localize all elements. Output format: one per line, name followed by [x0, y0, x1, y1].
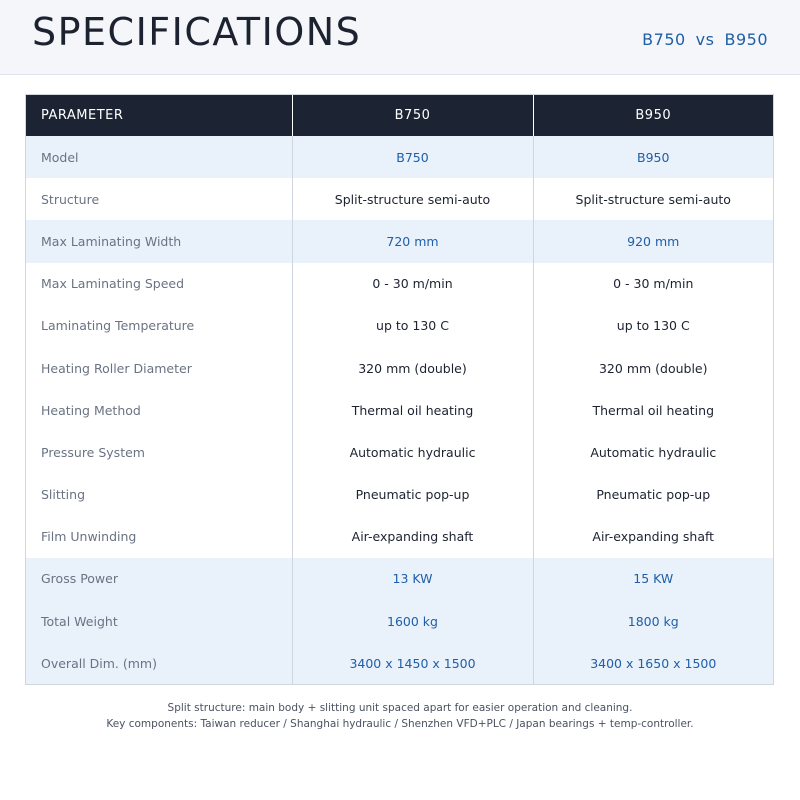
table-body — [26, 136, 773, 684]
table-row — [26, 305, 773, 347]
parameter-cell: Film Unwinding — [41, 529, 137, 545]
parameter-cell: Max Laminating Speed — [41, 276, 185, 292]
b950-value-cell: Thermal oil heating — [533, 389, 773, 431]
table-row — [26, 136, 773, 178]
footnote-components: Key components: Taiwan reducer / Shanghai hydraulic / Shenzhen VFD+PLC / Japan bearings + temp-controller. — [106, 718, 694, 730]
parameter-cell: Laminating Temperature — [41, 318, 195, 334]
b950-value-cell: 15 KW — [533, 558, 773, 600]
b950-value-cell: 1800 kg — [533, 600, 773, 642]
parameter-cell: Heating Roller Diameter — [41, 360, 192, 376]
table-row — [26, 474, 773, 516]
b750-value-cell: up to 130 C — [292, 305, 533, 347]
specifications-table — [25, 94, 774, 685]
b750-value-cell: 1600 kg — [292, 600, 533, 642]
b750-value-cell: 0 - 30 m/min — [292, 263, 533, 305]
b950-value-cell: Automatic hydraulic — [533, 431, 773, 473]
parameter-cell: Slitting — [41, 487, 86, 503]
table-row — [26, 178, 773, 220]
parameter-cell: Total Weight — [26, 600, 292, 642]
footnote-structure: Split structure: main body + slitting unit spaced apart for easier operation and cleaning. — [167, 702, 633, 714]
table-row — [26, 558, 773, 600]
column-header-b750: B750 — [292, 95, 533, 136]
table-row — [26, 516, 773, 558]
b750-value-cell: Split-structure semi-auto — [292, 178, 533, 220]
table-row — [26, 642, 773, 684]
b950-value-cell: Pneumatic pop-up — [533, 474, 773, 516]
b750-value-cell: 720 mm — [292, 220, 533, 262]
b750-value-cell: Thermal oil heating — [292, 389, 533, 431]
footnotes — [0, 700, 800, 732]
model-comparison-label — [642, 30, 768, 49]
model-b-label: B950 — [724, 30, 768, 49]
b950-value-cell: B950 — [533, 136, 773, 178]
parameter-cell: Pressure System — [41, 444, 145, 460]
parameter-cell: Max Laminating Width — [26, 220, 292, 262]
b750-value-cell: B750 — [292, 136, 533, 178]
table-row — [26, 347, 773, 389]
b950-value-cell: 320 mm (double) — [533, 347, 773, 389]
model-a-label: B750 — [642, 30, 686, 49]
b750-value-cell: Automatic hydraulic — [292, 431, 533, 473]
table-row — [26, 431, 773, 473]
table-row — [26, 220, 773, 262]
b750-value-cell: 3400 x 1450 x 1500 — [292, 642, 533, 684]
b950-value-cell: 3400 x 1650 x 1500 — [533, 642, 773, 684]
b750-value-cell: 320 mm (double) — [292, 347, 533, 389]
page-title: SPECIFICATIONS — [32, 10, 362, 54]
parameter-cell: Gross Power — [26, 558, 292, 600]
table-row — [26, 263, 773, 305]
table-header-row — [26, 95, 773, 136]
b750-value-cell: 13 KW — [292, 558, 533, 600]
parameter-cell: Model — [26, 136, 292, 178]
column-header-b950: B950 — [533, 95, 773, 136]
vs-label: vs — [695, 30, 715, 49]
b950-value-cell: 920 mm — [533, 220, 773, 262]
b950-value-cell: Split-structure semi-auto — [533, 178, 773, 220]
parameter-cell: Overall Dim. (mm) — [26, 642, 292, 684]
b950-value-cell: up to 130 C — [533, 305, 773, 347]
column-header-parameter: PARAMETER — [26, 95, 292, 136]
b950-value-cell: 0 - 30 m/min — [533, 263, 773, 305]
table-row — [26, 389, 773, 431]
b750-value-cell: Air-expanding shaft — [292, 516, 533, 558]
parameter-cell: Heating Method — [41, 402, 141, 418]
table-row — [26, 600, 773, 642]
b950-value-cell: Air-expanding shaft — [533, 516, 773, 558]
parameter-cell: Structure — [41, 191, 100, 207]
b750-value-cell: Pneumatic pop-up — [292, 474, 533, 516]
page-header — [0, 0, 800, 75]
